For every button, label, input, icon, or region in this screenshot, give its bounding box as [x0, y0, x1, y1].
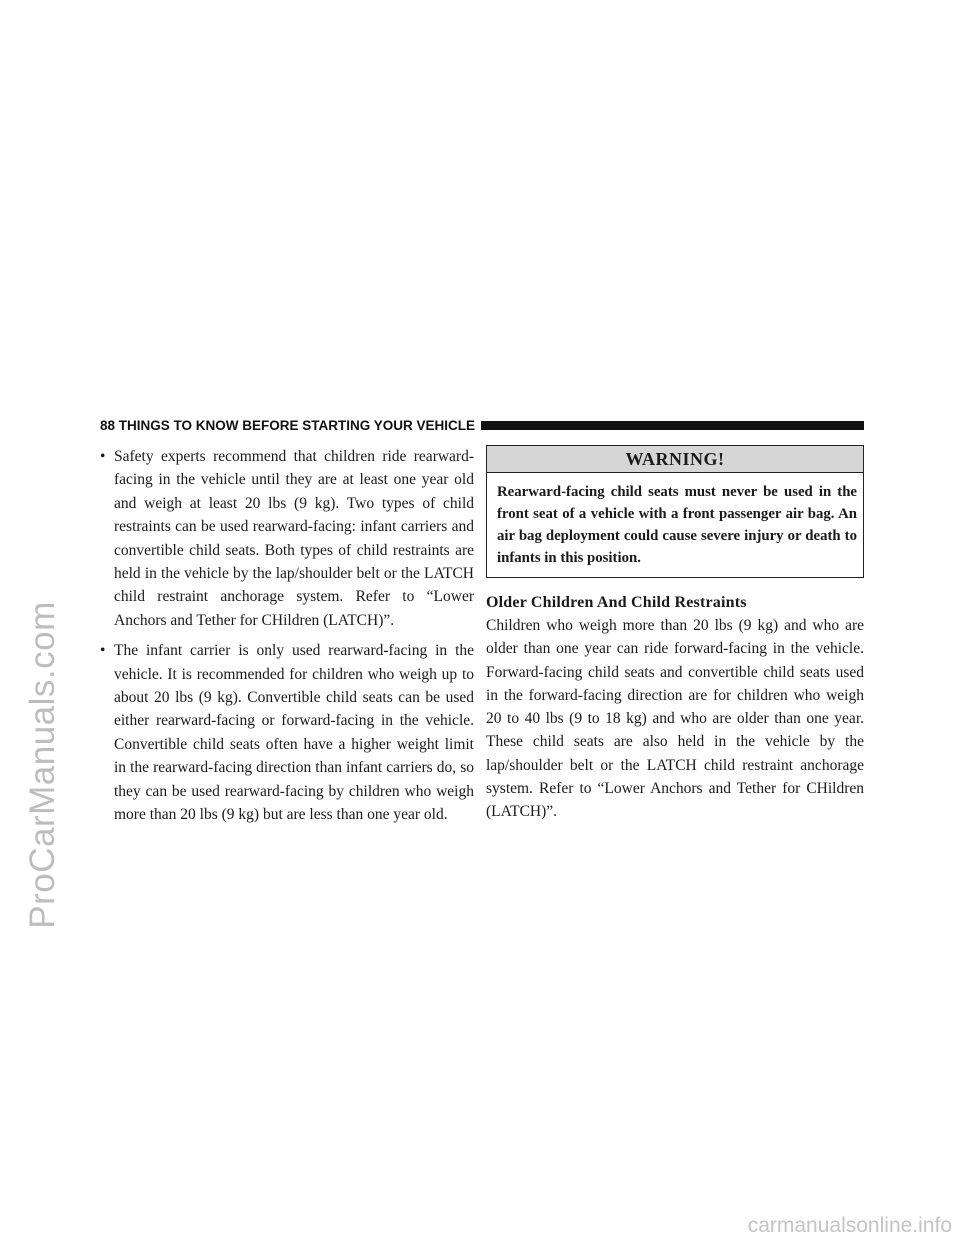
section-heading: Older Children And Child Restraints: [486, 594, 747, 611]
page-header: [100, 414, 864, 436]
bullet-text: The infant carrier is only used rearward-facing in the vehicle. It is recommended for children who weigh up to about 20 lbs (9 kg). Convertible child seats can be used either rearward-facing or forward-facing in the vehicle. Convertible child seats often have a higher weight limit in the rearward-facing direction than infant carriers do, so they can be used rearward-facing by children who weigh more than 20 lbs (9 kg) but are less than one year old.: [114, 642, 474, 824]
side-watermark: [8, 505, 78, 1025]
right-column: [486, 445, 864, 824]
bullet-marker: •: [100, 448, 106, 465]
header-rule: [481, 421, 864, 430]
warning-box: [486, 445, 864, 578]
bullet-text: Safety experts recommend that children ride rearward-facing in the vehicle until they are at least one year old and weigh at least 20 lbs (9 kg). Two types of child restraints can be used rearward-facing: infant carriers and convertible child seats. Both types of child restraints are held in the vehicle by the lap/shoulder belt or the LATCH child restraint anchorage system. Refer to “Lower Anchors and Tether for CHildren (LATCH)”.: [114, 448, 474, 629]
bullet-item: [100, 445, 474, 632]
warning-body: Rearward-facing child seats must never be used in the front seat of a vehicle with a front passenger air bag. An air bag deployment could cause severe injury or death to infants in this position.: [497, 484, 857, 566]
page-header-text: 88 THINGS TO KNOW BEFORE STARTING YOUR VEHICLE: [100, 417, 476, 433]
bullet-item: [100, 639, 474, 826]
bullet-marker: •: [100, 642, 106, 660]
left-column: [100, 445, 474, 834]
section-paragraph: Children who weigh more than 20 lbs (9 kg) and who are older than one year can ride forward-facing in the vehicle. Forward-facing child seats and convertible child seats used in the forward-facing direction are for children who weigh 20 to 40 lbs (9 to 18 kg) and who are older than one year. These child seats are also held in the vehicle by the lap/shoulder belt or the LATCH child restraint anchorage system. Refer to “Lower Anchors and Tether for CHildren (LATCH)”.: [486, 617, 864, 821]
side-watermark-text: ProCarManuals.com: [23, 601, 62, 929]
footer-watermark: carmanualsonline.info: [747, 1214, 952, 1237]
warning-title: WARNING!: [487, 446, 863, 473]
